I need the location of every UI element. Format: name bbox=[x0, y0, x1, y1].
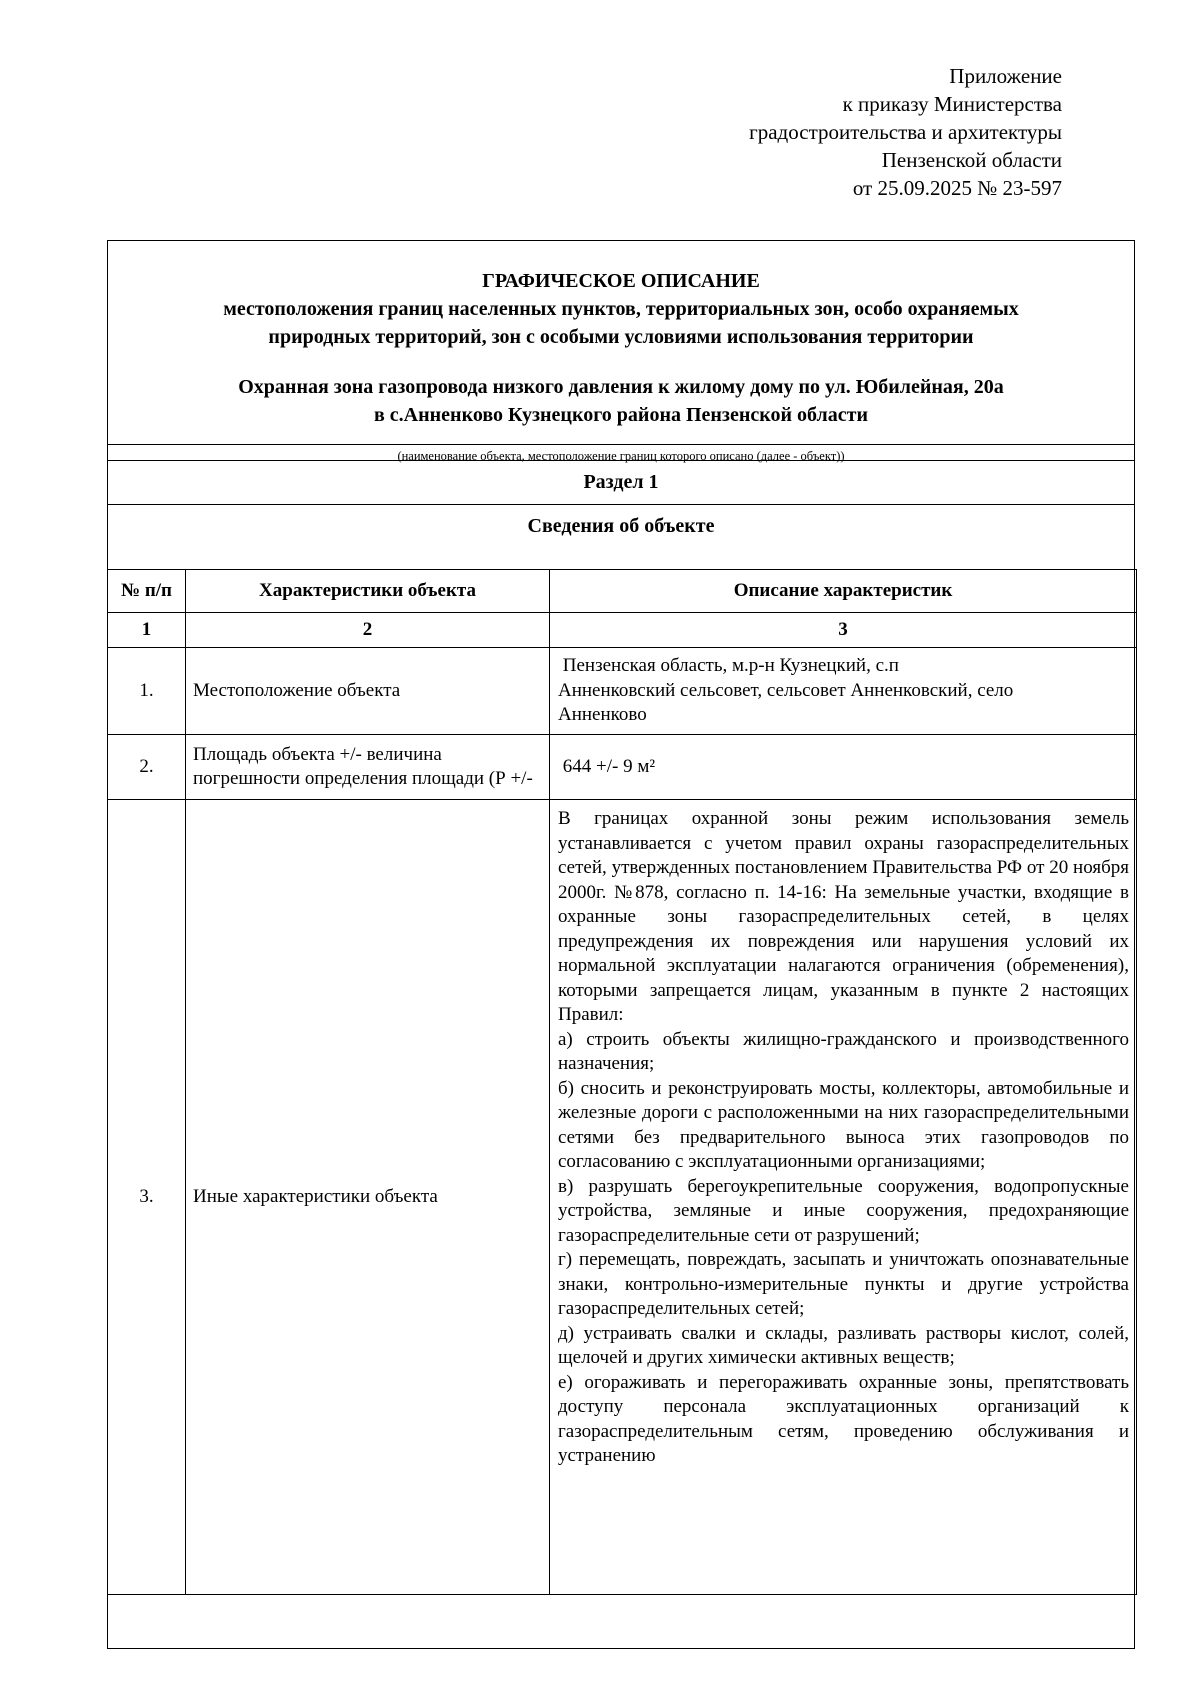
row-label-line: Площадь объекта +/- величина bbox=[193, 743, 442, 765]
object-name: Охранная зона газопровода низкого давления к жилому дому по ул. Юбилейная, 20а bbox=[238, 376, 1004, 398]
document-subtitle: природных территорий, зон с особыми условиями использования территории bbox=[268, 326, 974, 348]
title-block bbox=[108, 241, 1134, 463]
location-line: Анненково bbox=[558, 704, 647, 726]
restriction-paragraph: г) перемещать, повреждать, засыпать и уничтожать опознавательные знаки, контрольно-измерительные пункты и другие устройства газораспределительных сетей; bbox=[558, 1249, 1129, 1319]
restriction-paragraph: а) строить объекты жилищно-гражданского и производственного назначения; bbox=[558, 1028, 1129, 1074]
section-title: Раздел 1 bbox=[583, 471, 659, 493]
approval-line: к приказу Министерства bbox=[842, 92, 1062, 116]
object-info-table bbox=[107, 569, 1137, 1595]
row-number: 2. bbox=[108, 735, 186, 800]
row-label: Местоположение объекта bbox=[186, 648, 550, 735]
column-header-characteristic: Характеристики объекта bbox=[186, 570, 550, 613]
approval-line: градостроительства и архитектуры bbox=[749, 120, 1062, 144]
location-line: Пензенская область, м.р-н Кузнецкий, с.п bbox=[558, 655, 899, 677]
approval-stamp bbox=[542, 62, 1062, 202]
row-number: 1. bbox=[108, 648, 186, 735]
object-name: в с.Анненково Кузнецкого района Пензенской области bbox=[374, 404, 868, 426]
table-header-row bbox=[108, 570, 1137, 613]
table-row bbox=[108, 735, 1137, 800]
approval-line: Приложение bbox=[949, 64, 1062, 88]
object-name-caption: (наименование объекта, местоположение границ которого описано (далее - объект)) bbox=[108, 444, 1134, 465]
document-subtitle: местоположения границ населенных пунктов, территориальных зон, особо охраняемых bbox=[223, 298, 1019, 320]
column-index-row bbox=[108, 613, 1137, 648]
row-label: Иные характеристики объекта bbox=[186, 800, 550, 1595]
table-row bbox=[108, 800, 1137, 1595]
document-frame bbox=[107, 240, 1135, 1649]
restriction-paragraph: б) сносить и реконструировать мосты, коллекторы, автомобильные и железные дороги с расположенными на них газораспределительными сетями без предварительного выноса этих газопроводов по согласованию с эксплуатационными организациями; bbox=[558, 1077, 1129, 1172]
column-index: 2 bbox=[186, 613, 550, 648]
restriction-paragraph: в) разрушать берегоукрепительные сооружения, водопропускные устройства, земляные и иные сооружения, предохраняющие газораспределительные сети от разрушений; bbox=[558, 1175, 1129, 1246]
restriction-paragraph: е) огораживать и перегораживать охранные зоны, препятствовать доступу персонала эксплуатационных организаций к газораспределительным сетям, проведению обслуживания и устранению bbox=[558, 1371, 1129, 1466]
row-value bbox=[550, 648, 1137, 735]
approval-line: Пензенской области bbox=[881, 148, 1062, 172]
approval-date-number: от 25.09.2025 № 23-597 bbox=[852, 176, 1062, 200]
row-label bbox=[186, 735, 550, 800]
table-row bbox=[108, 648, 1137, 735]
row-label-line: погрешности определения площади (Р +/- bbox=[193, 768, 533, 789]
restriction-paragraph: д) устраивать свалки и склады, разливать растворы кислот, солей, щелочей и других химически активных веществ; bbox=[558, 1322, 1129, 1368]
area-value: 644 +/- 9 м² bbox=[550, 735, 1137, 800]
column-index: 1 bbox=[108, 613, 186, 648]
restrictions-text bbox=[550, 800, 1137, 1595]
column-index: 3 bbox=[550, 613, 1137, 648]
restriction-paragraph: В границах охранной зоны режим использования земель устанавливается с учетом правил охраны газораспределительных сетей, утвержденных постановлением Правительства РФ от 20 ноября 2000г. №878, согласно п. 14-16: На земельные участки, входящие в охранные зоны газораспределительных сетей, в целях предупреждения их повреждения или нарушения условий их нормальной эксплуатации налагаются ограничения (обременения), которыми запрещается лицам, указанным в пункте 2 настоящих Правил: bbox=[558, 808, 1129, 1025]
document-title: ГРАФИЧЕСКОЕ ОПИСАНИЕ bbox=[482, 270, 760, 292]
column-header-number: № п/п bbox=[108, 570, 186, 613]
column-header-description: Описание характеристик bbox=[550, 570, 1137, 613]
location-line: Анненковский сельсовет, сельсовет Анненковский, село bbox=[558, 679, 1014, 701]
row-number: 3. bbox=[108, 800, 186, 1595]
section-subtitle: Сведения об объекте bbox=[527, 515, 715, 537]
